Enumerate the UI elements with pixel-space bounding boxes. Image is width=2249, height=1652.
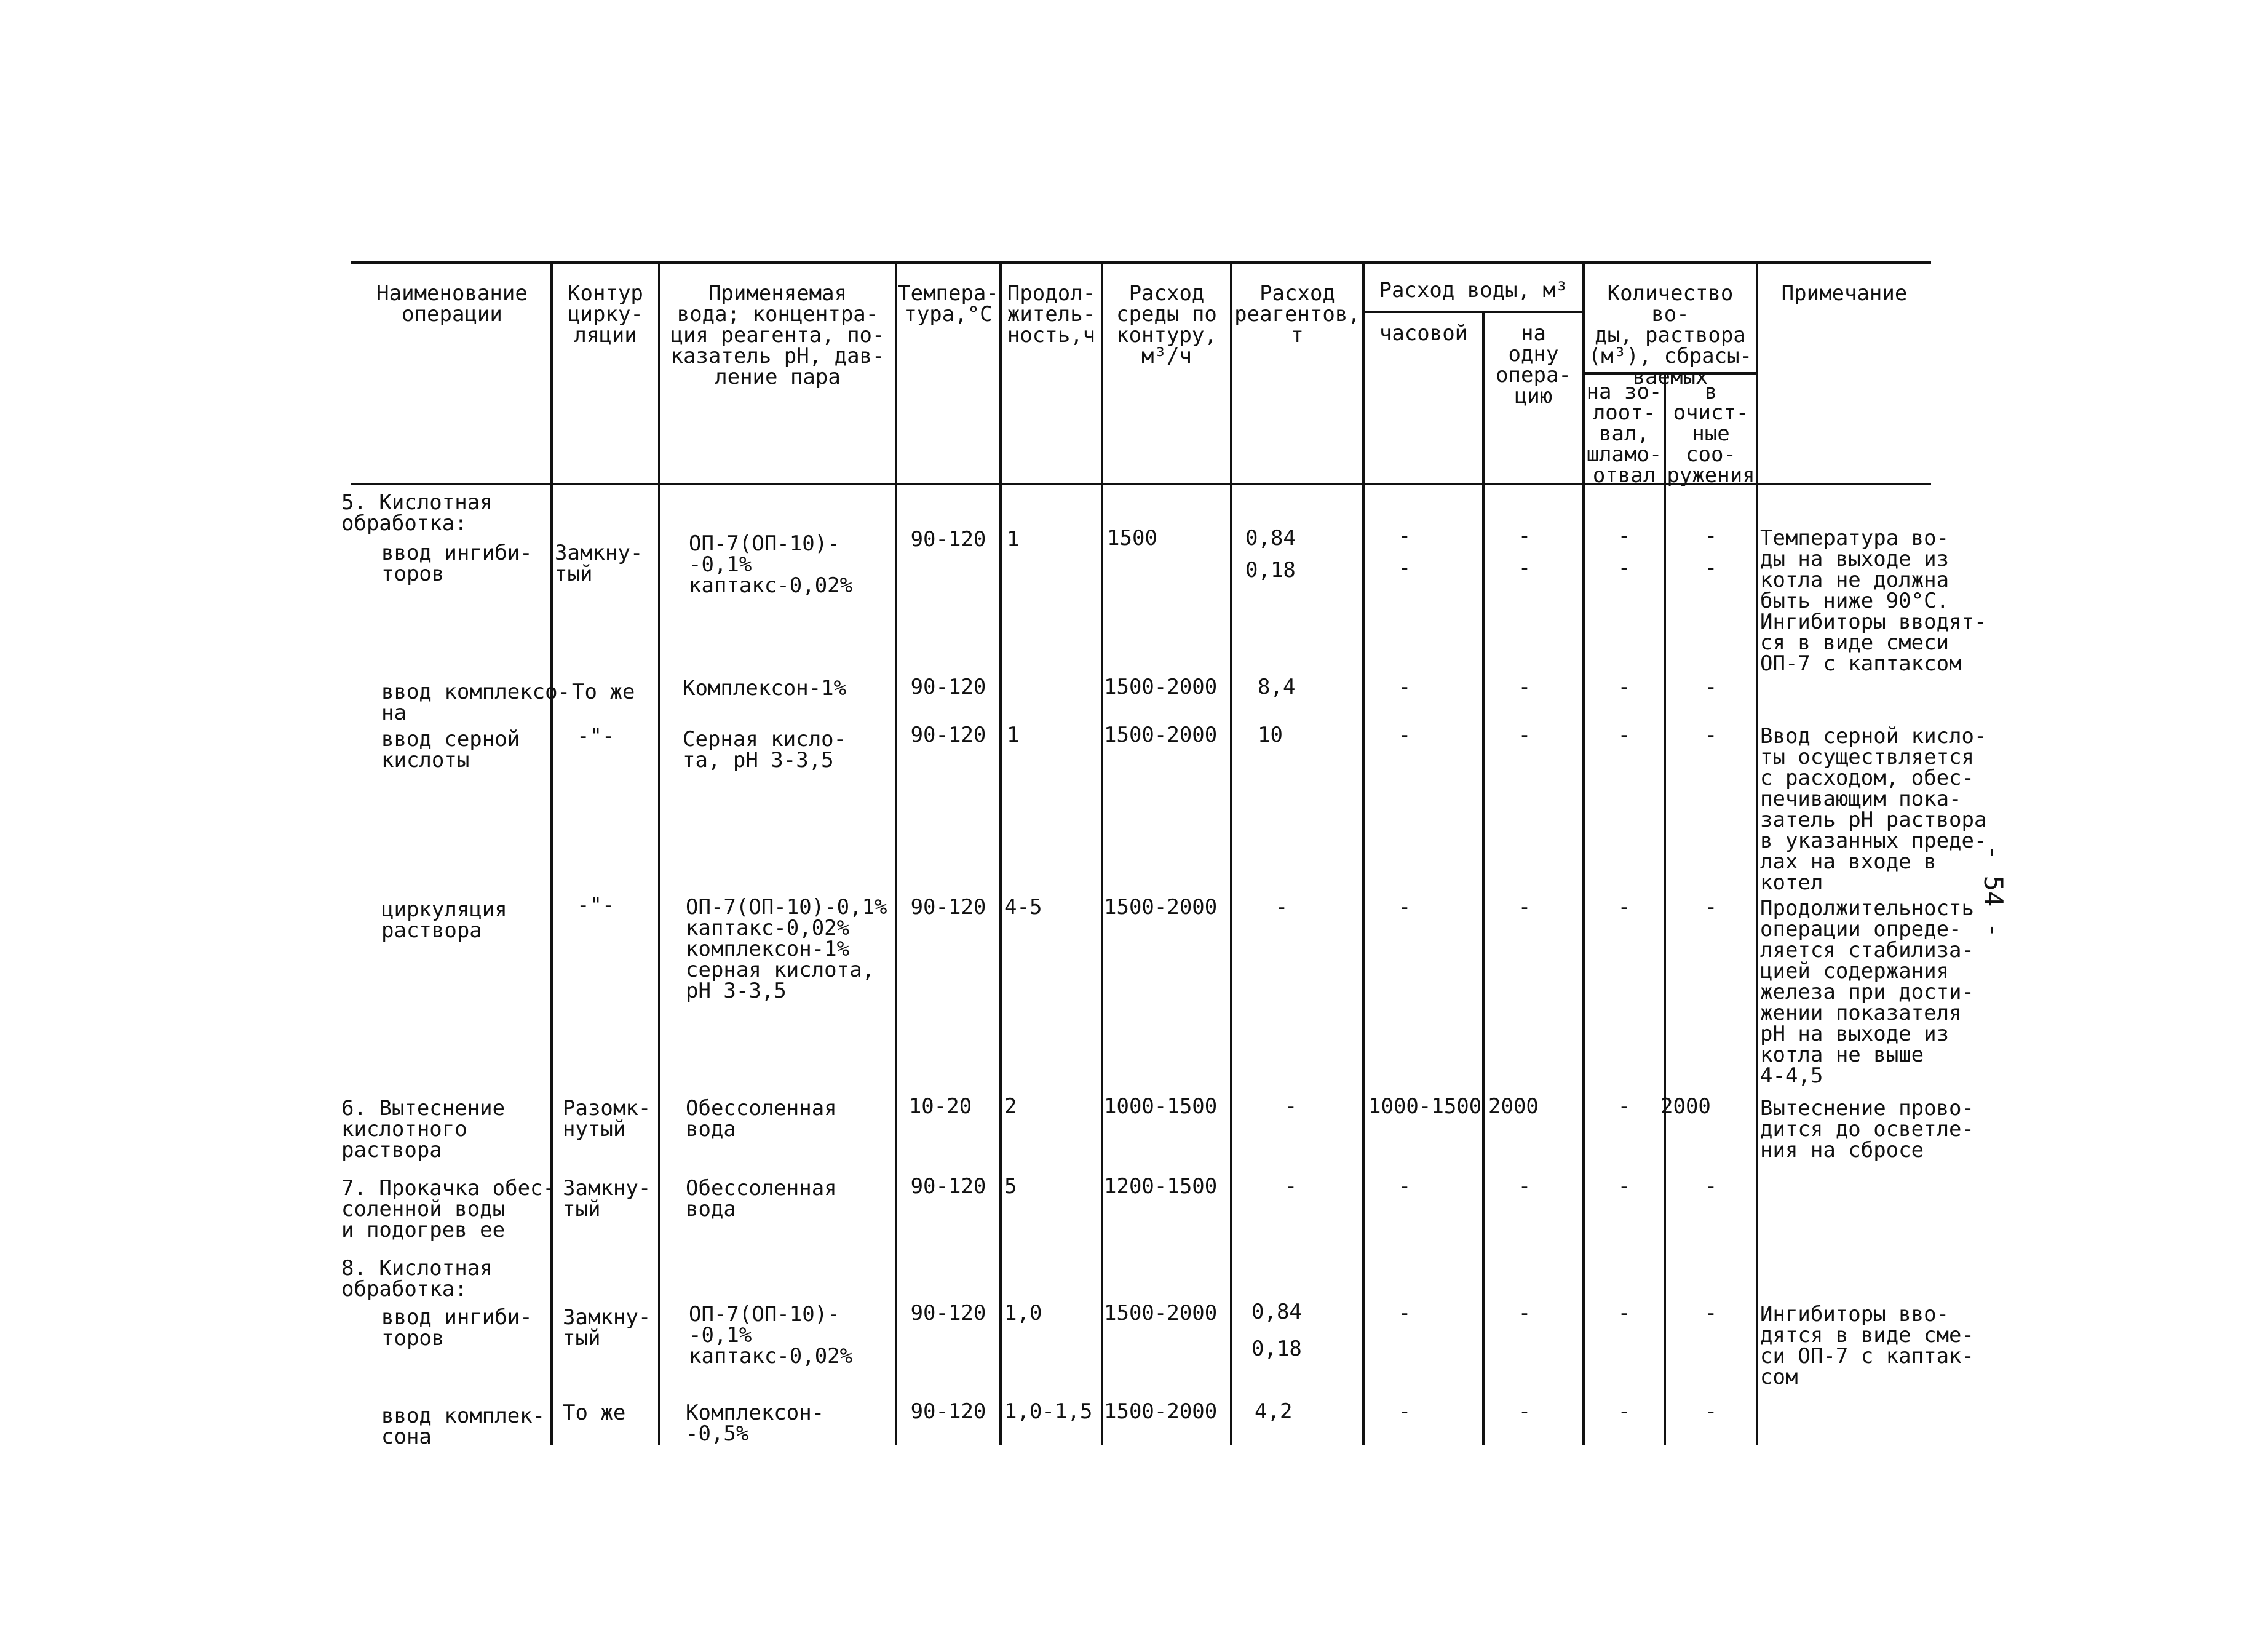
header-temperature: Темпера- тура,°С bbox=[898, 281, 999, 327]
table-row-water-hourly: - bbox=[1398, 895, 1411, 919]
col-rule-5 bbox=[1101, 261, 1103, 1445]
col-rule-1 bbox=[550, 261, 553, 1445]
table-row-circuit: Разомк- нутый bbox=[563, 1096, 651, 1142]
table-row-water-hourly: - bbox=[1398, 1399, 1411, 1424]
table-row-discharge-treat: - bbox=[1704, 1301, 1718, 1325]
table-row-discharge-ash: - bbox=[1617, 1301, 1631, 1325]
table-row-flow: 1200-1500 bbox=[1104, 1174, 1218, 1199]
header-flow: Расход среды по контуру, м³/ч bbox=[1116, 281, 1217, 368]
table-row-water: Обессоленная вода bbox=[686, 1176, 837, 1221]
table-row-discharge-ash: - bbox=[1617, 1094, 1631, 1119]
table-row-note: Продолжительность операции опреде- ляется стабилиза- цией содержания железа при дости- жении показателя pH на выходе из котла не выше 4-4,5 bbox=[1760, 896, 1974, 1088]
table-row-water: ОП-7(ОП-10)-0,1% каптакс-0,02% комплексон-1% серная кислота, pH 3-3,5 bbox=[686, 895, 887, 1003]
table-row-operation: ввод ингиби- торов bbox=[381, 541, 533, 586]
table-row-circuit: Замкну- тый bbox=[563, 1305, 651, 1351]
table-row-discharge-ash: - - bbox=[1617, 523, 1631, 580]
table-row-discharge-ash: - bbox=[1617, 895, 1631, 919]
col-rule-4 bbox=[999, 261, 1002, 1445]
table-row-water-hourly: - bbox=[1398, 723, 1411, 747]
table-row-flow: 1500-2000 bbox=[1104, 895, 1218, 919]
table-row-duration: 1 bbox=[1007, 723, 1020, 747]
table-row-water: Комплексон- -0,5% bbox=[686, 1400, 825, 1446]
table-row-temperature: 90-120 bbox=[910, 1301, 986, 1325]
table-row-discharge-ash: - bbox=[1617, 675, 1631, 699]
table-top-rule bbox=[351, 261, 1931, 264]
col-rule-3 bbox=[895, 261, 897, 1445]
table-row-flow: 1000-1500 bbox=[1104, 1094, 1218, 1119]
table-row-reagents: 0,84 0,18 bbox=[1245, 526, 1296, 582]
table-row-water-hourly: - bbox=[1398, 1301, 1411, 1325]
table-row-discharge-treat: - - bbox=[1704, 523, 1718, 580]
table-row-flow: 1500-2000 bbox=[1104, 723, 1218, 747]
header-duration: Продол- житель- ность,ч bbox=[1007, 281, 1096, 347]
table-row-water-hourly: - bbox=[1398, 1174, 1411, 1199]
table-row-temperature: 90-120 bbox=[910, 895, 986, 919]
table-row-reagents: 4,2 bbox=[1255, 1399, 1293, 1424]
col-rule-8 bbox=[1482, 311, 1485, 1445]
table-row-note: Температура во- ды на выходе из котла не должна быть ниже 90°С. Ингибиторы вводят- ся в виде смеси ОП-7 с каптаксом bbox=[1760, 526, 1987, 676]
table-row-temperature: 90-120 bbox=[910, 1174, 986, 1199]
table-row-reagents: - bbox=[1275, 895, 1288, 919]
table-row-water: Серная кисло- та, pH 3-3,5 bbox=[683, 727, 847, 772]
header-circuit: Контур цирку- ляции bbox=[568, 281, 643, 347]
table-row-temperature: 90-120 bbox=[910, 527, 986, 552]
table-row-duration: 1,0-1,5 bbox=[1004, 1399, 1093, 1424]
table-row-circuit: Замкну- тый bbox=[563, 1176, 651, 1221]
table-row-water-per-op: - bbox=[1518, 895, 1531, 919]
table-row-operation: 8. Кислотная обработка: bbox=[341, 1256, 493, 1301]
table-row-circuit: -"- bbox=[577, 893, 615, 918]
table-row-circuit: То же bbox=[572, 680, 635, 704]
table-row-temperature: 10-20 bbox=[908, 1094, 972, 1119]
header-discharge-treat: в очист- ные соо- ружения bbox=[1667, 379, 1755, 488]
table-row-temperature: 90-120 bbox=[910, 723, 986, 747]
header-water-hourly: часовой bbox=[1379, 321, 1468, 346]
table-row-discharge-treat: 2000 bbox=[1660, 1094, 1711, 1119]
header-note: Примечание bbox=[1781, 281, 1908, 306]
table-row-water: ОП-7(ОП-10)- -0,1% каптакс-0,02% bbox=[689, 531, 853, 598]
page-number: - 54 - bbox=[1978, 844, 2009, 938]
table-row-reagents: 8,4 bbox=[1258, 675, 1296, 699]
header-discharge-ash: на зо- лоот- вал, шламо- отвал bbox=[1586, 379, 1662, 488]
table-row-discharge-treat: - bbox=[1704, 723, 1718, 747]
table-row-water: Комплексон-1% bbox=[683, 676, 847, 701]
table-row-operation: ввод комплексо- на bbox=[381, 680, 571, 725]
header-operation: Наименование операции bbox=[376, 281, 528, 327]
table-row-discharge-treat: - bbox=[1704, 1174, 1718, 1199]
table-row-water-per-op: 2000 bbox=[1488, 1094, 1539, 1119]
table-row-water-hourly: 1000-1500 bbox=[1368, 1094, 1482, 1119]
table-row-water-hourly: - bbox=[1398, 675, 1411, 699]
table-row-note: Ингибиторы вво- дятся в виде сме- си ОП-7 с каптак- сом bbox=[1760, 1302, 1974, 1389]
table-row-operation: циркуляция раствора bbox=[381, 897, 507, 943]
water-flow-subrule bbox=[1362, 311, 1582, 313]
table-row-temperature: 90-120 bbox=[910, 675, 986, 699]
header-water-flow: Расход воды, м³ bbox=[1379, 278, 1568, 303]
table-row-flow: 1500-2000 bbox=[1104, 1399, 1218, 1424]
table-row-reagents: - bbox=[1284, 1094, 1298, 1119]
table-row-duration: 1,0 bbox=[1004, 1301, 1042, 1325]
col-rule-2 bbox=[658, 261, 660, 1445]
table-row-reagents: 10 bbox=[1258, 723, 1283, 747]
table-row-reagents: - bbox=[1284, 1174, 1298, 1199]
header-reagents: Расход реагентов, т bbox=[1234, 281, 1360, 347]
table-row-water-per-op: - bbox=[1518, 723, 1531, 747]
table-row-water-hourly: - - bbox=[1398, 523, 1411, 580]
table-row-duration: 5 bbox=[1004, 1174, 1017, 1199]
table-row-operation: 6. Вытеснение кислотного раствора bbox=[341, 1096, 506, 1162]
table-row-duration: 1 bbox=[1007, 527, 1020, 552]
table-row-discharge-treat: - bbox=[1704, 1399, 1718, 1424]
table-row-water-per-op: - bbox=[1518, 1301, 1531, 1325]
col-rule-6 bbox=[1230, 261, 1232, 1445]
header-water: Применяемая вода; концентра- ция реагента, по- казатель pH, дав- ление пара bbox=[670, 281, 885, 389]
table-row-discharge-ash: - bbox=[1617, 1174, 1631, 1199]
table-row-discharge-ash: - bbox=[1617, 1399, 1631, 1424]
col-rule-7 bbox=[1362, 261, 1365, 1445]
table-row-flow: 1500 bbox=[1107, 526, 1157, 550]
table-row-operation: ввод ингиби- торов bbox=[381, 1305, 533, 1351]
table-row-discharge-treat: - bbox=[1704, 675, 1718, 699]
table-row-flow: 1500-2000 bbox=[1104, 1301, 1218, 1325]
table-row-water: Обессоленная вода bbox=[686, 1096, 837, 1142]
header-discharge: Количество во- ды, раствора (м³), сбрасы- ваемых bbox=[1588, 281, 1753, 389]
table-row-note: Вытеснение прово- дится до осветле- ния на сбросе bbox=[1760, 1096, 1974, 1162]
table-row-temperature: 90-120 bbox=[910, 1399, 986, 1424]
table-row-operation: ввод серной кислоты bbox=[381, 727, 520, 772]
table-row-water-per-op: - bbox=[1518, 675, 1531, 699]
table-row-water: ОП-7(ОП-10)- -0,1% каптакс-0,02% bbox=[689, 1302, 853, 1368]
table-row-duration: 4-5 bbox=[1004, 895, 1042, 919]
table-row-circuit: То же bbox=[563, 1400, 626, 1425]
table-row-discharge-ash: - bbox=[1617, 723, 1631, 747]
table-row-water-per-op: - - bbox=[1518, 523, 1531, 580]
table-row-reagents: 0,84 0,18 bbox=[1251, 1300, 1302, 1361]
table-row-note: Ввод серной кисло- ты осуществляется с расходом, обес- печивающим пока- затель pH раствора в указанных преде- лах на входе в котел bbox=[1760, 724, 1987, 895]
header-water-per-op: на одну опера- цию bbox=[1496, 321, 1571, 408]
table-row-flow: 1500-2000 bbox=[1104, 675, 1218, 699]
table-row-discharge-treat: - bbox=[1704, 895, 1718, 919]
table-row-circuit: Замкну- тый bbox=[555, 541, 643, 586]
col-rule-11 bbox=[1756, 261, 1758, 1445]
table-row-operation: 7. Прокачка обес- соленной воды и подогрев ее bbox=[341, 1176, 555, 1242]
table-row-water-per-op: - bbox=[1518, 1174, 1531, 1199]
table-row-water-per-op: - bbox=[1518, 1399, 1531, 1424]
table-row-duration: 2 bbox=[1004, 1094, 1017, 1119]
table-row-circuit: -"- bbox=[577, 724, 615, 749]
table-row-operation: ввод комплек- сона bbox=[381, 1404, 545, 1449]
table-row-operation: 5. Кислотная обработка: bbox=[341, 490, 493, 536]
